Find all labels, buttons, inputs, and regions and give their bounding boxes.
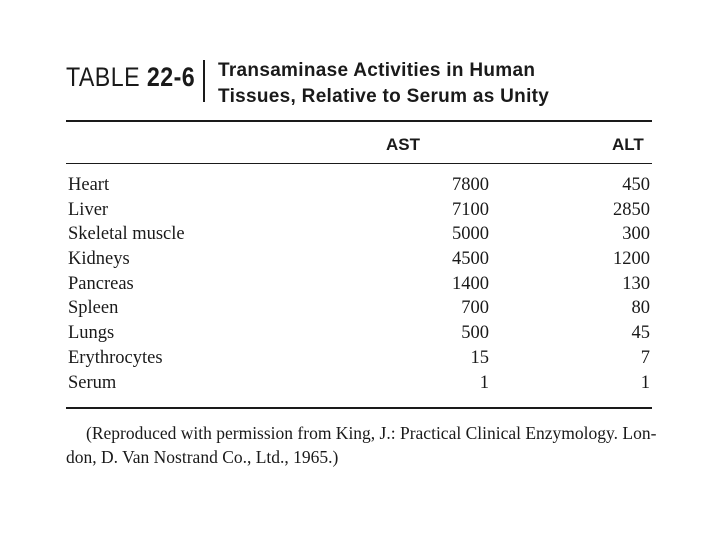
- alt-cell: 45: [631, 323, 650, 344]
- ast-cell: 7800: [452, 175, 489, 195]
- table-row: [66, 346, 652, 371]
- table-top-rule: [66, 120, 652, 122]
- table-row: [66, 222, 652, 247]
- tissue-cell: Serum: [68, 372, 117, 393]
- alt-cell: 300: [622, 224, 650, 245]
- footnote-line-1: (Reproduced with permission from King, J.: Practical Clinical Enzymology. Lon-: [86, 423, 657, 443]
- column-header-alt: ALT: [612, 135, 644, 154]
- ast-cell: 4500: [452, 249, 489, 270]
- table-title: [218, 58, 549, 110]
- table-title-line-1: Transaminase Activities in Human: [218, 60, 536, 81]
- table-bottom-rule: [66, 407, 652, 409]
- ast-cell: 5000: [452, 224, 489, 245]
- tissue-cell: Erythrocytes: [68, 347, 163, 368]
- table-title-line-2: Tissues, Relative to Serum as Unity: [218, 86, 550, 107]
- table-row: [66, 198, 652, 223]
- footnote-line-2: don, D. Van Nostrand Co., Ltd., 1965.): [66, 447, 339, 467]
- table-row: [66, 296, 652, 321]
- column-header-ast: AST: [386, 135, 420, 154]
- table-row: [66, 371, 652, 396]
- tissue-cell: Skeletal muscle: [68, 224, 185, 245]
- alt-cell: 80: [631, 298, 650, 319]
- alt-cell: 450: [622, 175, 650, 195]
- alt-cell: 1: [640, 372, 650, 393]
- tissue-cell: Spleen: [68, 298, 119, 319]
- table-number-label: [66, 60, 195, 94]
- ast-cell: 500: [461, 323, 489, 344]
- table-row: [66, 247, 652, 272]
- table-row: [66, 173, 652, 198]
- ast-cell: 15: [470, 347, 489, 368]
- table-label-number: 22-6: [146, 62, 196, 92]
- table-footnote: [66, 421, 666, 469]
- table-row: [66, 321, 652, 346]
- tissue-cell: Pancreas: [68, 273, 134, 294]
- alt-cell: 130: [622, 273, 650, 294]
- ast-cell: 1: [479, 372, 489, 393]
- ast-cell: 7100: [452, 199, 489, 220]
- table-label-word: TABLE: [66, 62, 140, 92]
- header-divider: [203, 60, 205, 102]
- ast-cell: 700: [461, 298, 489, 319]
- table-row: [66, 272, 652, 297]
- tissue-cell: Lungs: [68, 323, 115, 344]
- tissue-cell: Kidneys: [68, 249, 130, 270]
- tissue-cell: Liver: [68, 199, 109, 220]
- alt-cell: 7: [640, 347, 650, 368]
- table-body: [66, 173, 652, 395]
- table-header-rule: [66, 163, 652, 164]
- alt-cell: 1200: [613, 249, 650, 270]
- alt-cell: 2850: [613, 199, 650, 220]
- tissue-cell: Heart: [68, 175, 110, 195]
- ast-cell: 1400: [452, 273, 489, 294]
